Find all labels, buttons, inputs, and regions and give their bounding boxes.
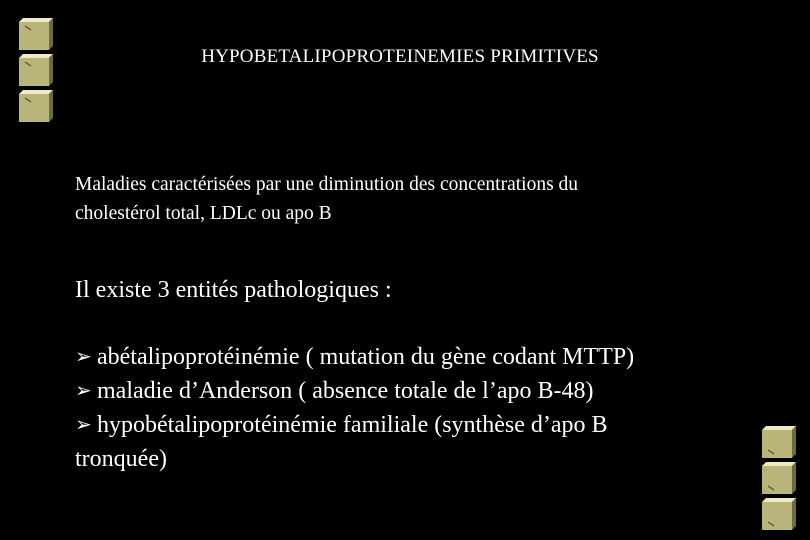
intro-line: cholestérol total, LDLc ou apo B (75, 203, 332, 224)
list-item-continuation (75, 442, 775, 476)
lead-sentence: Il existe 3 entités pathologiques : (75, 277, 392, 303)
list-item-text: tronquée) (75, 446, 167, 472)
arrow-bullet-icon: ➢ (75, 378, 92, 402)
list-item (75, 340, 775, 374)
list-item-text: abétalipoprotéinémie ( mutation du gène codant MTTP) (97, 344, 635, 370)
arrow-bullet-icon: ➢ (75, 344, 92, 368)
list-item (75, 374, 775, 408)
list-item (75, 408, 775, 442)
arrow-bullet-icon: ➢ (75, 412, 92, 436)
cube-icon (762, 498, 796, 530)
entity-list (75, 340, 775, 476)
list-item-text: maladie d’Anderson ( absence totale de l’apo B-48) (97, 378, 594, 404)
intro-line: Maladies caractérisées par une diminution des concentrations du (75, 174, 579, 195)
slide-title: HYPOBETALIPOPROTEINEMIES PRIMITIVES (201, 46, 599, 67)
cube-icon (19, 90, 53, 122)
list-item-text: hypobétalipoprotéinémie familiale (synthèse d’apo B (97, 412, 608, 438)
intro-paragraph (75, 170, 755, 228)
